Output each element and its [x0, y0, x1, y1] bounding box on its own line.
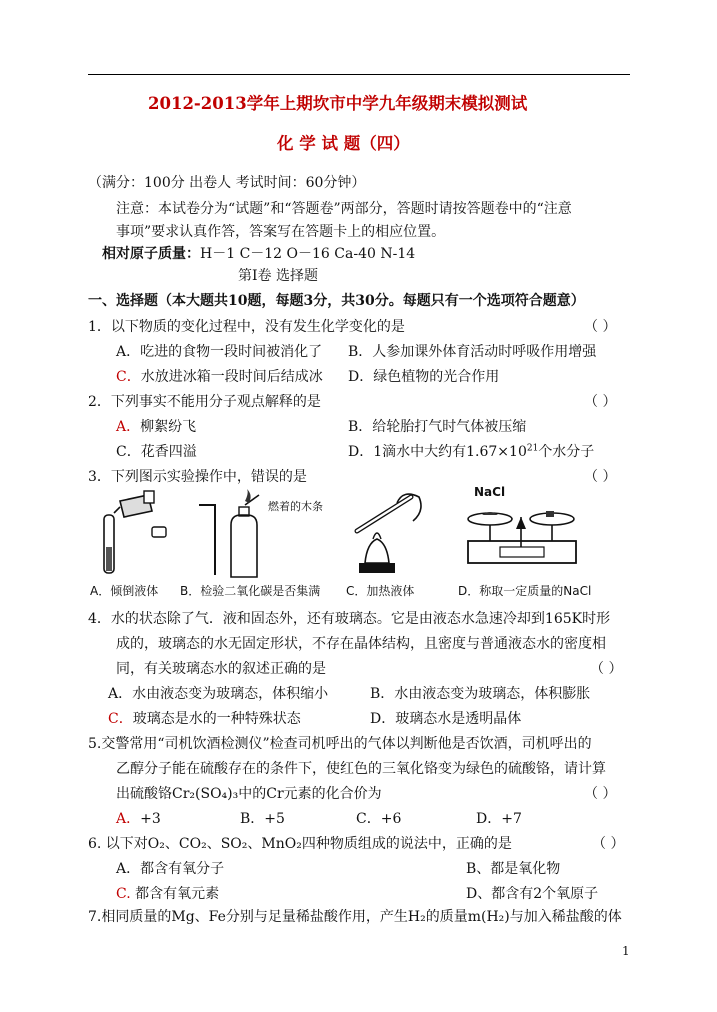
q5-option-a-text: +3	[140, 811, 161, 827]
q6-option-c	[116, 883, 219, 903]
q6-option-d: D、都含有2个氧原子	[466, 886, 599, 902]
q4-line-1: 4．水的状态除了气．液和固态外，还有玻璃态。它是由液态水急速冷却到165K时形	[88, 611, 611, 627]
q2-option-a	[116, 416, 196, 436]
q6-option-a: A．都含有氧分子	[116, 861, 225, 877]
figure-c-drawing	[345, 487, 440, 579]
q2-option-d-post: 个水分子	[538, 444, 595, 460]
q4-line-2: 成的，玻璃态的水无固定形状，不存在晶体结构，且密度与普通液态水的密度相	[116, 636, 606, 652]
notice-line-1: 注意：本试卷分为“试题”和“答题卷”两部分，答题时请按答题卷中的“注意	[116, 201, 572, 217]
atomic-mass-label: 相对原子质量：	[102, 246, 200, 262]
q2-option-a-text: 柳絮纷飞	[140, 419, 197, 435]
q4-line-3: 同，有关玻璃态水的叙述正确的是	[116, 661, 326, 677]
q2-option-c: C．花香四溢	[116, 444, 197, 460]
q5-line-3: 出硫酸铬Cr₂(SO₄)₃中的Cr元素的化合价为	[116, 786, 382, 802]
page-title: 2012-2013学年上期坎市中学九年级期末模拟测试	[148, 94, 528, 113]
q5-line-2: 乙醇分子能在硫酸存在的条件下，使红色的三氧化铬变为绿色的硫酸铬，请计算	[116, 761, 606, 777]
q1-answer-paren: （ ）	[584, 319, 617, 335]
q7-line-1: 7.相同质量的Mg、Fe分别与足量稀盐酸作用，产生H₂的质量m(H₂)与加入稀盐酸的体	[88, 909, 622, 925]
atomic-mass-line	[102, 243, 415, 263]
q2-option-d-exponent: 21	[526, 443, 539, 454]
q4-option-b: B．水由液态变为玻璃态，体积膨胀	[370, 686, 591, 702]
q1-option-b: B．人参加课外体育活动时呼吸作用增强	[348, 344, 597, 360]
q6-answer-paren: （ ）	[592, 836, 625, 852]
q3-answer-paren: （ ）	[584, 469, 617, 485]
q3-stem: 3．下列图示实验操作中，错误的是	[88, 469, 307, 485]
figure-d-drawing	[460, 487, 585, 579]
notice-line-2: 事项”要求认真作答，答案写在答题卡上的相应位置。	[116, 224, 446, 240]
q2-option-b: B．给轮胎打气时气体被压缩	[348, 419, 527, 435]
figure-d-nacl-label: NaCl	[474, 485, 506, 499]
q1-option-c-letter: C．	[116, 369, 141, 385]
q2-option-d	[348, 441, 594, 461]
q4-option-c-letter: C．	[108, 711, 133, 727]
figure-b-match-label: 燃着的木条	[268, 500, 323, 513]
volume-heading: 第Ⅰ卷 选择题	[238, 268, 318, 284]
q2-answer-paren: （ ）	[584, 394, 617, 410]
q4-option-c-text: 玻璃态是水的一种特殊状态	[132, 711, 301, 727]
exam-info: （满分：100分 出卷人 考试时间：60分钟）	[88, 175, 366, 191]
q4-option-c	[108, 708, 301, 728]
figure-d-balance	[460, 487, 585, 587]
q1-option-c-text: 水放进冰箱一段时间后结成冰	[140, 369, 323, 385]
q4-option-a: A．水由液态变为玻璃态，体积缩小	[108, 686, 329, 702]
q6-stem: 6. 以下对O₂、CO₂、SO₂、MnO₂四种物质组成的说法中，正确的是	[88, 836, 512, 852]
q2-option-a-letter: A．	[116, 419, 141, 435]
q4-option-d: D．玻璃态水是透明晶体	[370, 711, 522, 727]
q5-line-1: 5.交警常用“司机饮酒检测仪”检查司机呼出的气体以判断他是否饮酒，司机呼出的	[88, 736, 592, 752]
q2-option-d-pre: D．1滴水中大约有1.67×10	[348, 444, 527, 460]
page-subtitle: 化 学 试 题（四）	[277, 134, 410, 153]
q6-option-c-text: 都含有氧元素	[130, 886, 220, 902]
q6-option-b: B、都是氧化物	[466, 861, 561, 877]
section-heading: 一、选择题（本大题共10题，每题3分，共30分。每题只有一个选项符合题意）	[88, 293, 585, 309]
q1-stem: 1．以下物质的变化过程中，没有发生化学变化的是	[88, 319, 405, 335]
q1-option-c	[116, 366, 323, 386]
figure-c-caption: C．加热液体	[346, 584, 415, 598]
q5-option-a-letter: A．	[116, 811, 141, 827]
atomic-mass-values: H－1 C－12 O－16 Ca-40 N-14	[200, 246, 416, 262]
figure-b-caption: B．检验二氧化碳是否集满	[180, 584, 321, 598]
q1-option-a: A．吃进的食物一段时间被消化了	[116, 344, 323, 360]
header-rule	[88, 74, 630, 75]
figure-a-pouring	[90, 487, 180, 597]
q1-option-d: D．绿色植物的光合作用	[348, 369, 500, 385]
q5-answer-paren: （ ）	[584, 786, 617, 802]
q2-stem: 2．下列事实不能用分子观点解释的是	[88, 394, 321, 410]
q6-option-c-letter: C.	[116, 886, 131, 902]
figure-c-heating	[345, 487, 440, 587]
q5-option-d: D．+7	[476, 811, 522, 827]
page-number: 1	[622, 944, 630, 958]
figure-d-caption: D．称取一定质量的NaCl	[458, 584, 592, 598]
q5-option-b: B．+5	[240, 811, 285, 827]
q5-option-c: C．+6	[356, 811, 402, 827]
figure-a-drawing	[90, 487, 180, 577]
q4-answer-paren: （ ）	[590, 661, 623, 677]
figure-a-caption: A．倾倒液体	[90, 584, 159, 598]
q5-option-a	[116, 808, 161, 828]
